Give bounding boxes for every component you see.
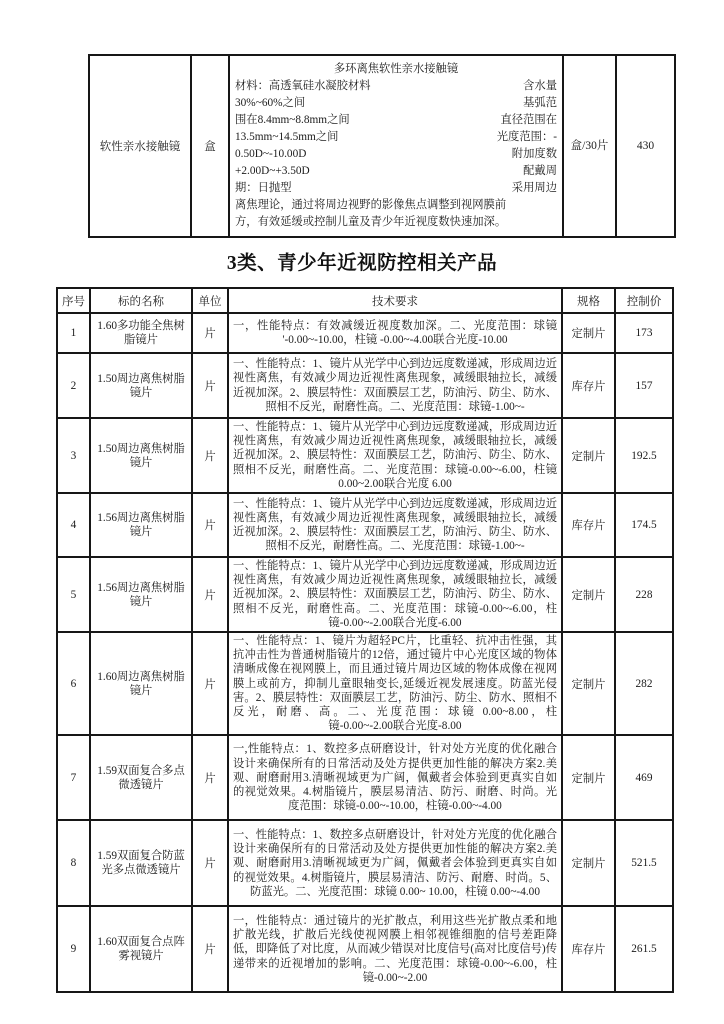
tech-requirements-cell: 一、性能特点：1、数控多点研磨设计，针对处方光度的优化融合设计来确保所有的日常活动及处方提供更加性能的解决方案2.美观、耐磨耐用3.清晰视域更为广阔，佩戴者会体验到更真实自如的视觉效果。4.树脂镜片，膜层易清洁、防污、耐磨、时尚。5、防蓝光。二、光度范围：球镜 0.00~ 10.00，柱镜 0.00~-4.00	[228, 820, 562, 906]
tech-requirements-cell: 一，性能特点：通过镜片的光扩散点，利用这些光扩散点柔和地扩散光线，扩散后光线使视网膜上相邻视锥细胞的信号差距降低，即降低了对比度，从而减少错误对比度信号(高对比度信号)传递带来的近视增加的影响。二、光度范围：球镜-0.00~-6.00，柱镜-0.00~-2.00	[228, 906, 562, 992]
spec-cell: 库存片	[562, 906, 615, 992]
unit-cell: 片	[192, 557, 228, 632]
column-header: 控制价	[615, 288, 673, 313]
product-name-cell: 1.60多功能全焦树脂镜片	[90, 313, 192, 353]
unit-cell: 片	[192, 820, 228, 906]
product-name-cell: 1.60双面复合点阵雾视镜片	[90, 906, 192, 992]
column-header: 标的名称	[90, 288, 192, 313]
tech-line: 30%~60%之间 基弧范	[235, 96, 557, 109]
spec-cell: 定制片	[562, 820, 615, 906]
unit-cell: 片	[192, 632, 228, 735]
control-price-cell: 228	[615, 557, 673, 632]
tech-line: +2.00D~+3.50D 配戴周	[235, 164, 557, 177]
table-row	[57, 820, 673, 906]
tech-requirements-cell: 一、性能特点：1、镜片从光学中心到边远度数递减，形成周边近视性离焦，有效减少周边近视性离焦现象，减缓眼轴拉长，减缓近视加深。2、膜层特性：双面膜层工艺，防油污、防尘、防水、照相不反光，耐磨性高。二、光度范围：球镜-0.00~-6.00，柱镜 0.00~2.00联合光度 6.00	[228, 418, 562, 493]
table-row	[57, 353, 673, 418]
control-price-cell: 261.5	[615, 906, 673, 992]
control-price-cell: 521.5	[615, 820, 673, 906]
tech-line: 围在8.4mm~8.8mm之间 直径范围在	[235, 113, 557, 126]
control-price-cell: 174.5	[615, 493, 673, 557]
control-price-cell: 192.5	[615, 418, 673, 493]
column-header: 序号	[57, 288, 90, 313]
control-price-cell: 430	[616, 55, 675, 237]
row-number-cell: 6	[57, 632, 90, 735]
control-price-cell: 157	[615, 353, 673, 418]
table-row	[57, 557, 673, 632]
tech-line: 多环离焦软性亲水接触镜	[333, 62, 459, 75]
contact-lens-table	[88, 54, 676, 238]
tech-line: 期：日抛型 采用周边	[235, 181, 557, 194]
tech-line: 13.5mm~14.5mm之间 光度范围：-	[235, 130, 557, 143]
table-row	[57, 418, 673, 493]
unit-cell: 片	[192, 418, 228, 493]
row-number-cell: 1	[57, 313, 90, 353]
row-number-cell: 7	[57, 735, 90, 820]
table-row	[57, 906, 673, 992]
tech-requirements-cell	[229, 55, 563, 237]
row-number-cell: 2	[57, 353, 90, 418]
row-number-cell: 8	[57, 820, 90, 906]
row-number-cell: 3	[57, 418, 90, 493]
unit-cell: 片	[192, 906, 228, 992]
unit-cell: 片	[192, 493, 228, 557]
control-price-cell: 282	[615, 632, 673, 735]
spec-cell: 盒/30片	[563, 55, 616, 237]
spec-cell: 库存片	[562, 493, 615, 557]
tech-requirements-cell: 一,性能特点：1、数控多点研磨设计，针对处方光度的优化融合设计来确保所有的日常活动及处方提供更加性能的解决方案2.美观、耐磨耐用3.清晰视域更为广阔，佩戴者会体验到更真实自如的视觉效果。4.树脂镜片，膜层易清洁、防污、耐磨、时尚。光度范围：球镜-0.00~-10.00，柱镜-0.00~-4.00	[228, 735, 562, 820]
spec-cell: 定制片	[562, 418, 615, 493]
table-row	[57, 735, 673, 820]
product-name-cell: 1.60周边离焦树脂镜片	[90, 632, 192, 735]
column-header: 技术要求	[228, 288, 562, 313]
row-number-cell: 4	[57, 493, 90, 557]
contact-lens-row	[89, 55, 675, 237]
tech-requirements-cell: 一、性能特点：1、镜片为超轻PC片，比重轻、抗冲击性强，其抗冲击性为普通树脂镜片的12倍，通过镜片中心光度区域的物体清晰成像在视网膜上，而且通过镜片周边区域的物体成像在视网膜上或前方，抑制儿童眼轴变长,延缓近视发展速度。防蓝光侵害。2、膜层特性：双面膜层工艺，防油污、防尘、防水、照相不反光，耐磨、高。二、光度范围：球镜 0.00~8.00，柱镜-0.00~-2.00联合光度-8.00	[228, 632, 562, 735]
tech-requirements-cell: 一、性能特点：1、镜片从光学中心到边远度数递减，形成周边近视性离焦，有效减少周边近视性离焦现象，减缓眼轴拉长，减缓近视加深。2、膜层特性：双面膜层工艺，防油污、防尘、防水、照相不反光，耐磨性高。二、光度范围：球镜-1.00~-	[228, 493, 562, 557]
spec-cell: 定制片	[562, 313, 615, 353]
product-name-cell: 1.59双面复合防蓝光多点微透镜片	[90, 820, 192, 906]
products-table	[56, 287, 674, 993]
row-number-cell: 5	[57, 557, 90, 632]
column-header: 规格	[562, 288, 615, 313]
spec-cell: 定制片	[562, 632, 615, 735]
unit-cell: 片	[192, 313, 228, 353]
tech-line: 0.50D~-10.00D 附加度数	[235, 147, 557, 160]
spec-cell: 定制片	[562, 557, 615, 632]
tech-requirements-cell: 一、性能特点：1、镜片从光学中心到边远度数递减，形成周边近视性离焦，有效减少周边近视性离焦现象，减缓眼轴拉长，减缓近视加深。2、膜层特性：双面膜层工艺，防油污、防尘、防水、照相不反光，耐磨性高。二、光度范围：球镜-0.00~-6.00，柱镜-0.00~-2.00联合光度-6.00	[228, 557, 562, 632]
column-header: 单位	[192, 288, 228, 313]
tech-line: 方，有效延缓或控制儿童及青少年近视度数快速加深。	[235, 215, 507, 228]
product-name-cell: 1.59双面复合多点微透镜片	[90, 735, 192, 820]
section-title: 3类、青少年近视防控相关产品	[226, 253, 498, 274]
tech-line: 材料：高透氧硅水凝胶材料 含水量	[235, 79, 557, 92]
control-price-cell: 469	[615, 735, 673, 820]
product-name-cell: 1.56周边离焦树脂镜片	[90, 493, 192, 557]
tech-requirements-cell: 一，性能特点：有效减缓近视度数加深。二、光度范围：球镜 '-0.00~-10.00，柱镜 -0.00~-4.00联合光度-10.00	[228, 313, 562, 353]
tech-requirements-cell: 一、性能特点：1、镜片从光学中心到边远度数递减，形成周边近视性离焦，有效减少周边近视性离焦现象，减缓眼轴拉长，减缓近视加深。2、膜层特性：双面膜层工艺，防油污、防尘、防水、照相不反光，耐磨性高。二、光度范围：球镜-1.00~-	[228, 353, 562, 418]
row-number-cell: 9	[57, 906, 90, 992]
product-name-cell: 软性亲水接触镜	[89, 55, 191, 237]
table-row	[57, 493, 673, 557]
unit-cell: 盒	[191, 55, 229, 237]
spec-cell: 定制片	[562, 735, 615, 820]
table-row	[57, 632, 673, 735]
spec-cell: 库存片	[562, 353, 615, 418]
unit-cell: 片	[192, 353, 228, 418]
table-header-row	[57, 288, 673, 313]
tech-line: 离焦理论，通过将周边视野的影像焦点调整到视网膜前	[235, 198, 507, 211]
control-price-cell: 173	[615, 313, 673, 353]
table-row	[57, 313, 673, 353]
product-name-cell: 1.56周边离焦树脂镜片	[90, 557, 192, 632]
product-name-cell: 1.50周边离焦树脂镜片	[90, 418, 192, 493]
product-name-cell: 1.50周边离焦树脂镜片	[90, 353, 192, 418]
unit-cell: 片	[192, 735, 228, 820]
